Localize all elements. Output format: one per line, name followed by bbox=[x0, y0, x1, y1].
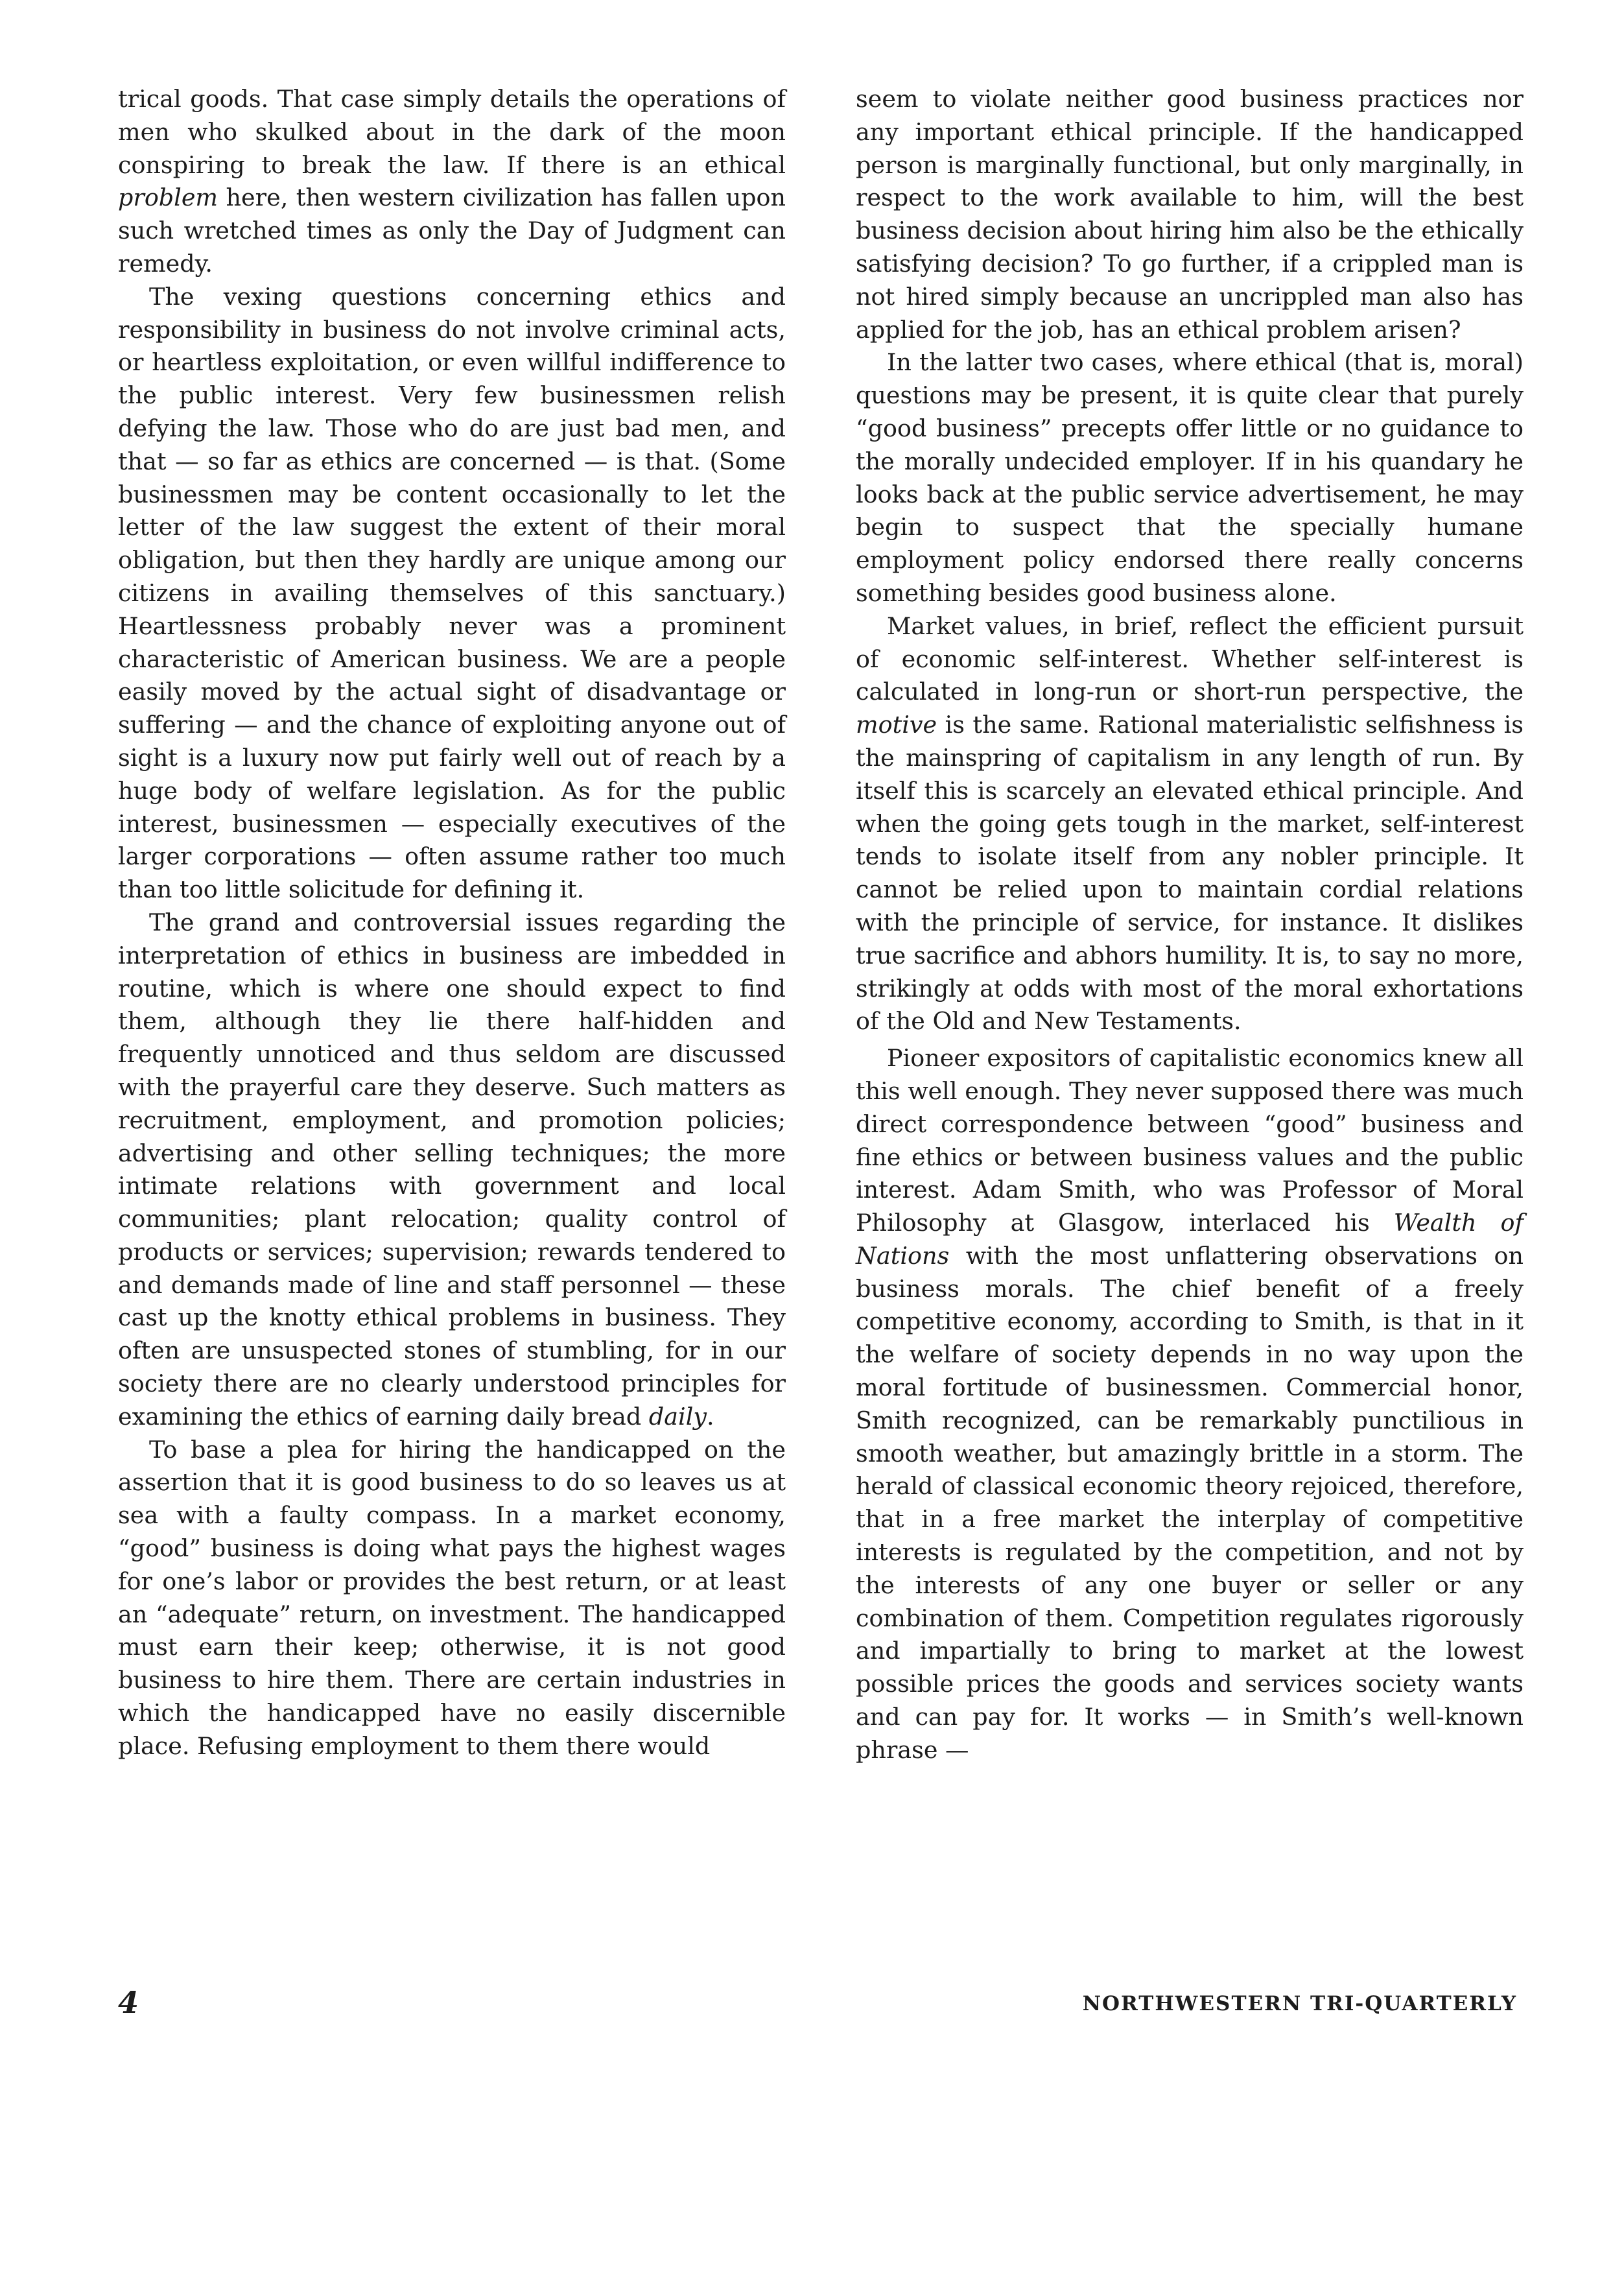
page-footer bbox=[118, 1984, 1517, 2023]
text-run: The grand and controversial issues regarding the interpretation of ethics in business are imbedded in routine, which is where one should expect to find them, although they lie there half-hidden and frequently unnoticed and thus seldom are discussed with the prayerful care they deserve. Such matters as recruitment, employment, and promotion policies; advertising and other selling techniques; the more intimate relations with government and local communities; plant relocation; quality control of products or services; supervision; rewards tendered to and demands made of line and staff personnel — these cast up the knotty ethical problems in business. They often are unsuspected stones of stumbling, for in our society there are no clearly understood principles for examining the ethics of earning daily bread bbox=[118, 908, 786, 1431]
paragraph-3 bbox=[118, 907, 786, 1434]
text-run: trical goods. That case simply details the operations of men who skulked about in the dark of the moon conspiring to break the law. If there is an ethical bbox=[118, 85, 786, 179]
paragraph-4: To base a plea for hiring the handicapped on the assertion that it is good business to do so leaves us at sea with a faulty compass. In a market economy, “good” business is doing what pays the highest wages for one’s labor or provides the best return, or at least an “adequate” return, on investment. The handicapped must earn their keep; otherwise, it is not good business to hire them. There are certain industries in which the handicapped have no easily discernible place. Refusing employment to them there would bbox=[118, 1435, 786, 1760]
emphasis: problem bbox=[118, 184, 218, 212]
paragraph-7 bbox=[856, 610, 1524, 1038]
text-run: with the most unflattering observations on business morals. The chief benefit of a freely competitive economy, according to Smith, is that in it the welfare of society depends in no way upon the moral fortitude of businessmen. Commercial honor, Smith recognized, can be remarkably punctilious in smooth weather, but amazingly brittle in a storm. The herald of classical economic theory rejoiced, therefore, that in a free market the interplay of competitive interests is regulated by the competition, and not by the interests of any one buyer or seller or any combination of them. Competition regulates rigorously and impartially to bring to market at the lowest possible prices the goods and services society wants and can pay for. It works — in Smith’s well-known phrase — bbox=[856, 1241, 1524, 1764]
text-run: Pioneer expositors of capitalistic economics knew all this well enough. They never supposed there was much direct correspondence between “good” business and fine ethics or between business values and the public interest. Adam Smith, who was Professor of Moral Philosophy at Glasgow, interlaced his bbox=[856, 1044, 1524, 1237]
emphasis: daily bbox=[648, 1402, 707, 1431]
text-run: Market values, in brief, reflect the efficient pursuit of economic self-interest. Whether self-interest is calculated in long-run or short-run perspective, the bbox=[856, 612, 1524, 706]
text-run: . bbox=[706, 1402, 714, 1431]
left-column bbox=[118, 83, 786, 1763]
running-title: NORTHWESTERN TRI-QUARTERLY bbox=[1082, 1992, 1517, 2015]
paragraph-1 bbox=[118, 83, 786, 281]
page-number: 4 bbox=[118, 1985, 139, 2020]
emphasis: Wealth of Nations bbox=[856, 1209, 1524, 1270]
paragraph-5: seem to violate neither good business practices nor any important ethical principle. If the handicapped person is marginally functional, but only marginally, in respect to the work available to him, will the best business decision about hiring him also be the ethically satisfying decision? To go further, if a crippled man is not hired simply because an uncrippled man also has applied for the job, has an ethical problem arisen? bbox=[856, 85, 1524, 344]
text-run: here, then western civilization has fallen upon such wretched times as only the Day of Judgment can remedy. bbox=[118, 184, 786, 278]
paragraph-8 bbox=[856, 1042, 1524, 1767]
paragraph-6: In the latter two cases, where ethical (that is, moral) questions may be present, it is quite clear that purely “good business” precepts offer little or no guidance to the morally undecided employer. If in his quandary he looks back at the public service advertisement, he may begin to suspect that the specially humane employment policy endorsed there really concerns something besides good business alone. bbox=[856, 348, 1524, 607]
text-run: is the same. Rational materialistic selfishness is the mainspring of capitalism in any length of run. By itself this is scarcely an elevated ethical principle. And when the going gets tough in the market, self-interest tends to isolate itself from any nobler principle. It cannot be relied upon to maintain cordial relations with the principle of service, for instance. It dislikes true sacrifice and abhors humility. It is, to say no more, strikingly at odds with most of the moral exhortations of the Old and New Testaments. bbox=[856, 711, 1524, 1036]
right-column bbox=[856, 83, 1524, 1767]
paragraph-2: The vexing questions concerning ethics and responsibility in business do not involve criminal acts, or heartless exploitation, or even willful indifference to the public interest. Very few businessmen relish defying the law. Those who do are just bad men, and that — so far as ethics are concerned — is that. (Some businessmen may be content occasionally to let the letter of the law suggest the extent of their moral obligation, but then they hardly are unique among our citizens in availing themselves of this sanctuary.) Heartlessness probably never was a prominent characteristic of American business. We are a people easily moved by the actual sight of disadvantage or suffering — and the chance of exploiting anyone out of sight is a luxury now put fairly well out of reach by a huge body of welfare legislation. As for the public interest, businessmen — especially executives of the larger corporations — often assume rather too much than too little solicitude for defining it. bbox=[118, 282, 786, 904]
emphasis: motive bbox=[856, 711, 937, 739]
